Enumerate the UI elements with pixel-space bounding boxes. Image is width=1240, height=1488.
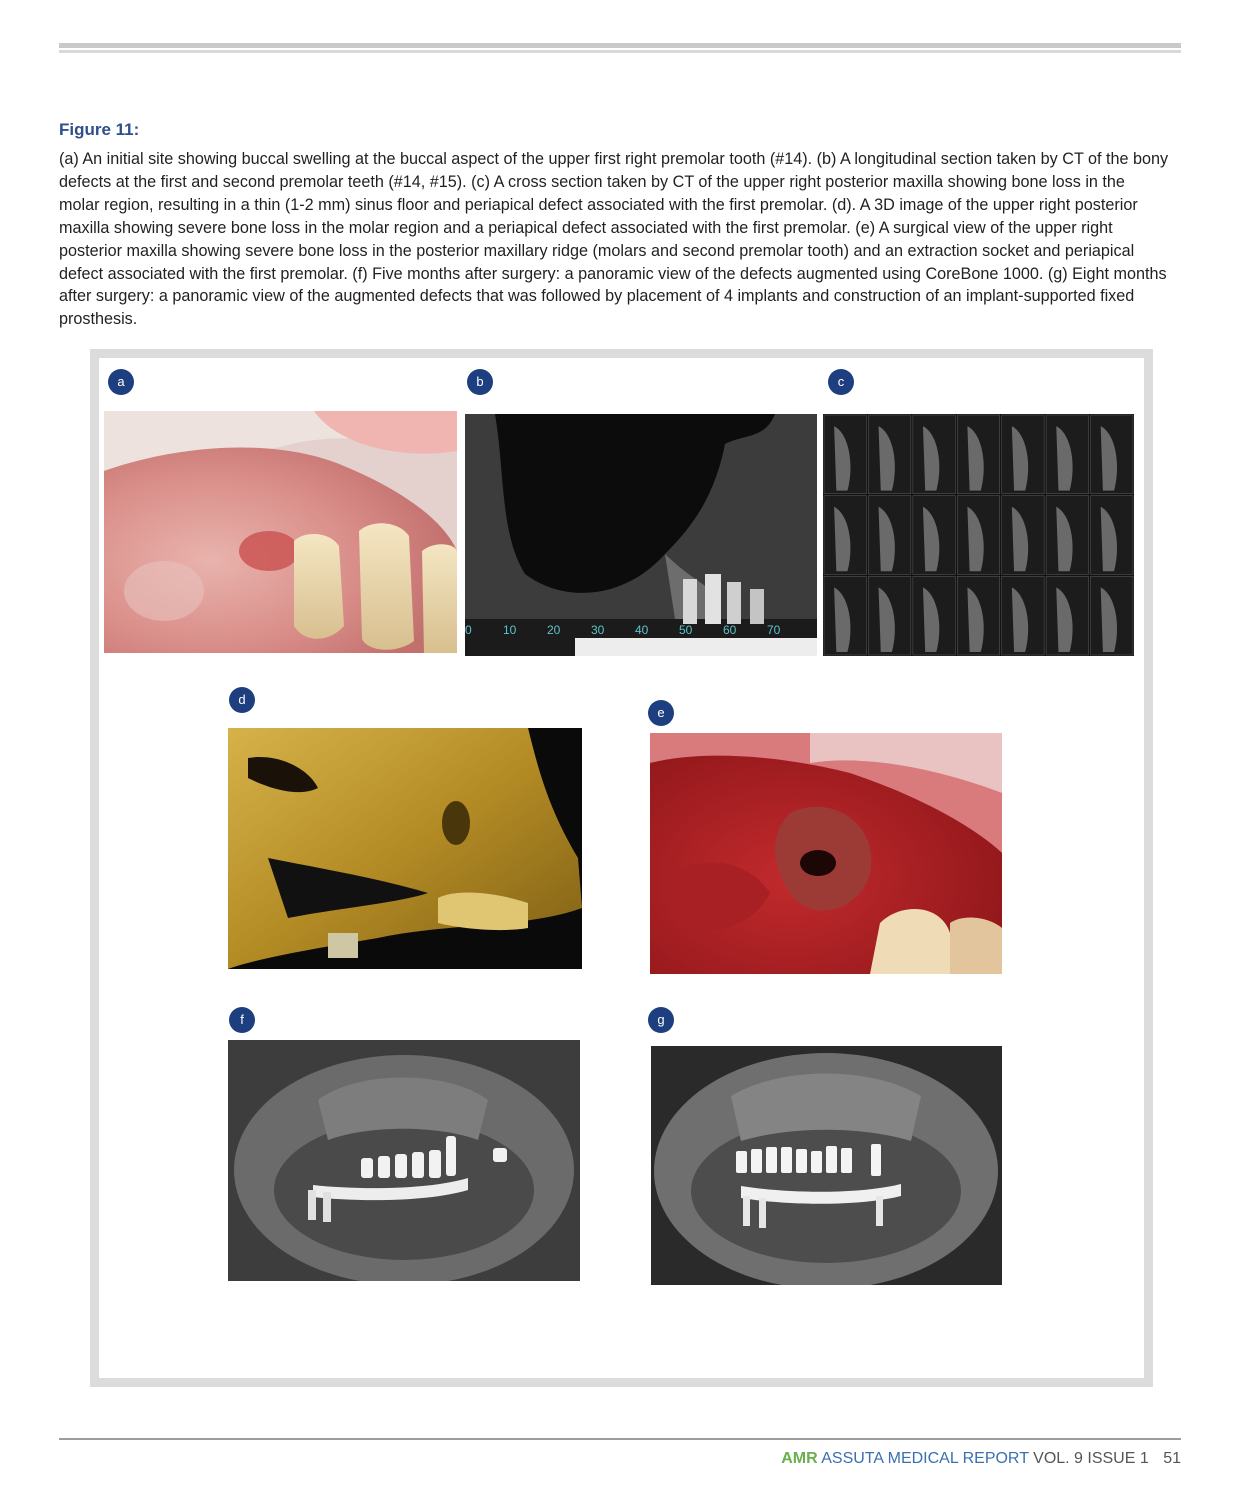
footer-brand: AMR xyxy=(781,1450,818,1467)
ct-scale-tick: 60 xyxy=(723,623,737,637)
panoramic-xray-f-image xyxy=(228,1040,580,1281)
ct-scale-tick: 20 xyxy=(547,623,561,637)
ct-scale-tick: 0 xyxy=(465,623,472,637)
intraoral-photo-image xyxy=(104,411,457,653)
panoramic-xray-g-image xyxy=(651,1046,1002,1285)
footer-rule xyxy=(59,1438,1181,1440)
ct-scale-tick: 30 xyxy=(591,623,605,637)
panel-label-a: a xyxy=(108,369,134,395)
panel-label-e: e xyxy=(648,700,674,726)
figure-title: Figure 11: xyxy=(59,120,140,139)
footer-journal: ASSUTA MEDICAL REPORT xyxy=(821,1450,1029,1467)
panel-label-b: b xyxy=(467,369,493,395)
3d-ct-render-image xyxy=(228,728,582,969)
footer-issue: VOL. 9 ISSUE 1 xyxy=(1033,1450,1149,1467)
panel-label-f: f xyxy=(229,1007,255,1033)
ct-scale-tick: 40 xyxy=(635,623,649,637)
ct-scale-tick: 70 xyxy=(767,623,781,637)
header-rule-thin xyxy=(59,50,1181,53)
ct-scale-tick: 10 xyxy=(503,623,517,637)
surgical-photo-image xyxy=(650,733,1002,974)
ct-longitudinal-section-image xyxy=(465,414,817,656)
ct-scale-tick: 50 xyxy=(679,623,693,637)
figure-caption: (a) An initial site showing buccal swelling at the buccal aspect of the upper first right premolar tooth (#14). (b) A longitudinal section taken by CT of the bony defects at the first and second premolar teeth (#14, #15). (c) A cross section taken by CT of the upper right posterior maxilla showing bone loss in the molar region, resulting in a thin (1-2 mm) sinus floor and periapical defect associated with the first premolar. (d). A 3D image of the upper right posterior maxilla showing severe bone loss in the molar region and a periapical defect associated with the first premolar. (e) A surgical view of the upper right posterior maxilla showing severe bone loss in the posterior maxillary ridge (molars and second premolar tooth) and an extraction socket and periapical defect associated with the first premolar. (f) Five months after surgery: a panoramic view of the defects augmented using CoreBone 1000. (g) Eight months after surgery: a panoramic view of the augmented defects that was followed by placement of 4 implants and construction of an implant-supported fixed prosthesis. xyxy=(59,150,1169,329)
header-rule xyxy=(59,43,1181,48)
panel-label-c: c xyxy=(828,369,854,395)
panel-label-d: d xyxy=(229,687,255,713)
page-number: 51 xyxy=(1163,1450,1181,1467)
panel-label-g: g xyxy=(648,1007,674,1033)
page-footer xyxy=(781,1450,1181,1468)
ct-cross-sections-image xyxy=(823,414,1134,656)
